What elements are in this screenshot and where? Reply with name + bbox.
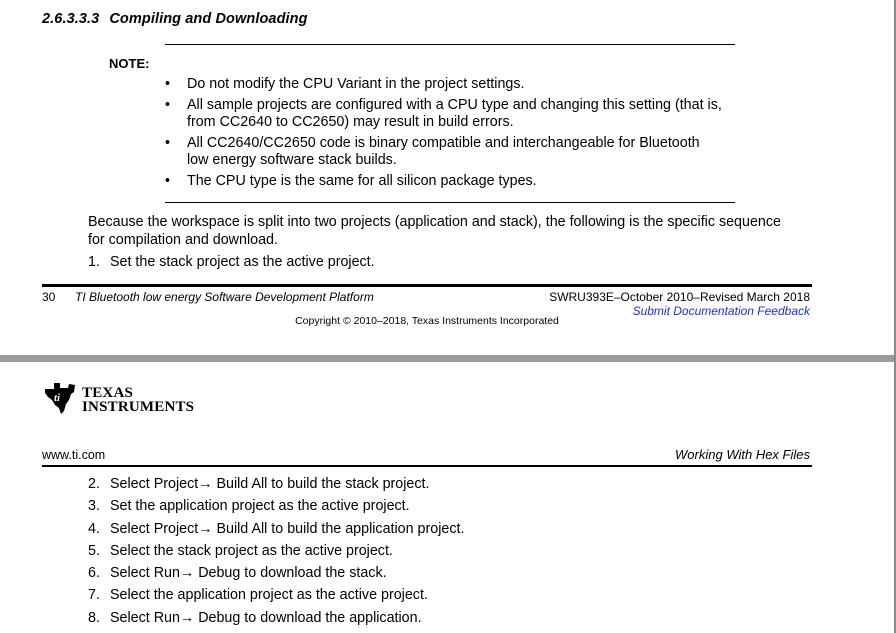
section-number: 2.6.3.3.3 bbox=[42, 11, 100, 27]
step-text: Select Project→ Build All to build the application project. bbox=[110, 520, 465, 537]
footer-doc-id: SWRU393E–October 2010–Revised March 2018 bbox=[549, 290, 810, 304]
footer-page-number: 30 bbox=[42, 290, 56, 304]
submit-feedback-link[interactable]: Submit Documentation Feedback bbox=[632, 304, 810, 318]
body-paragraph: Because the workspace is split into two projects (application and stack), the following is the specific sequence for compilation and download. bbox=[88, 214, 781, 248]
ti-state-icon bbox=[42, 380, 78, 416]
footer-copyright: Copyright © 2010–2018, Texas Instruments Incorporated bbox=[295, 315, 559, 327]
step-text: Set the stack project as the active project. bbox=[110, 254, 375, 270]
step-item bbox=[88, 610, 464, 632]
step-text: Select Project→ Build All to build the stack project. bbox=[110, 476, 430, 492]
steps-list-page1 bbox=[88, 254, 375, 276]
header-section-title: Working With Hex Files bbox=[675, 447, 810, 462]
bullet-glyph: • bbox=[165, 172, 171, 189]
note-bottom-rule bbox=[165, 202, 735, 203]
document-page-31 bbox=[0, 362, 894, 633]
step-number: 5. bbox=[88, 542, 100, 559]
step-number: 7. bbox=[88, 587, 100, 604]
section-title-text: Compiling and Downloading bbox=[109, 11, 308, 27]
note-bullet-list bbox=[165, 76, 725, 193]
step-item bbox=[88, 565, 464, 587]
bullet-glyph: • bbox=[165, 76, 171, 92]
step-item bbox=[88, 498, 464, 520]
step-number: 6. bbox=[88, 565, 100, 582]
section-heading bbox=[42, 11, 308, 27]
note-item: • The CPU type is the same for all silicon package types. bbox=[165, 172, 537, 189]
step-text: Select the stack project as the active project. bbox=[110, 542, 393, 559]
step-text: Set the application project as the active project. bbox=[110, 498, 410, 515]
header-rule bbox=[42, 465, 812, 467]
step-item bbox=[88, 543, 464, 565]
footer-rule bbox=[42, 284, 812, 287]
step-text: Select the application project as the active project. bbox=[110, 587, 428, 604]
note-item: • Do not modify the CPU Variant in the project settings. bbox=[165, 76, 525, 92]
step-item bbox=[88, 521, 464, 543]
step-text: Select Run→ Debug to download the stack. bbox=[110, 565, 387, 582]
step-number: 1. bbox=[88, 254, 100, 270]
step-item bbox=[88, 254, 375, 276]
logo-line2: INSTRUMENTS bbox=[82, 399, 195, 415]
step-item bbox=[88, 476, 464, 498]
header-url-link[interactable]: www.ti.com bbox=[42, 448, 106, 462]
bullet-glyph: • bbox=[165, 134, 171, 151]
ti-logo bbox=[42, 380, 195, 420]
note-item: • All sample projects are configured with a CPU type and changing this setting (that is, from CC2640 to CC2650) may result in build errors. bbox=[165, 96, 722, 130]
steps-list-page2 bbox=[88, 476, 464, 632]
step-text: Select Run→ Debug to download the application. bbox=[110, 609, 422, 626]
logo-line1: TEXAS bbox=[82, 385, 134, 401]
step-item bbox=[88, 587, 464, 609]
note-item: • All CC2640/CC2650 code is binary compatible and interchangeable for Bluetooth low energy software stack builds. bbox=[165, 134, 700, 168]
footer-doc-title: TI Bluetooth low energy Software Development Platform bbox=[75, 290, 374, 304]
step-number: 2. bbox=[88, 476, 100, 492]
step-number: 8. bbox=[88, 609, 100, 626]
page-separator bbox=[0, 355, 896, 362]
bullet-glyph: • bbox=[165, 96, 171, 113]
note-label: NOTE: bbox=[109, 56, 150, 71]
step-number: 4. bbox=[88, 520, 100, 537]
note-top-rule bbox=[165, 44, 735, 45]
step-number: 3. bbox=[88, 498, 100, 515]
svg-text:ti: ti bbox=[54, 392, 61, 404]
logo-wordmark bbox=[82, 386, 194, 414]
